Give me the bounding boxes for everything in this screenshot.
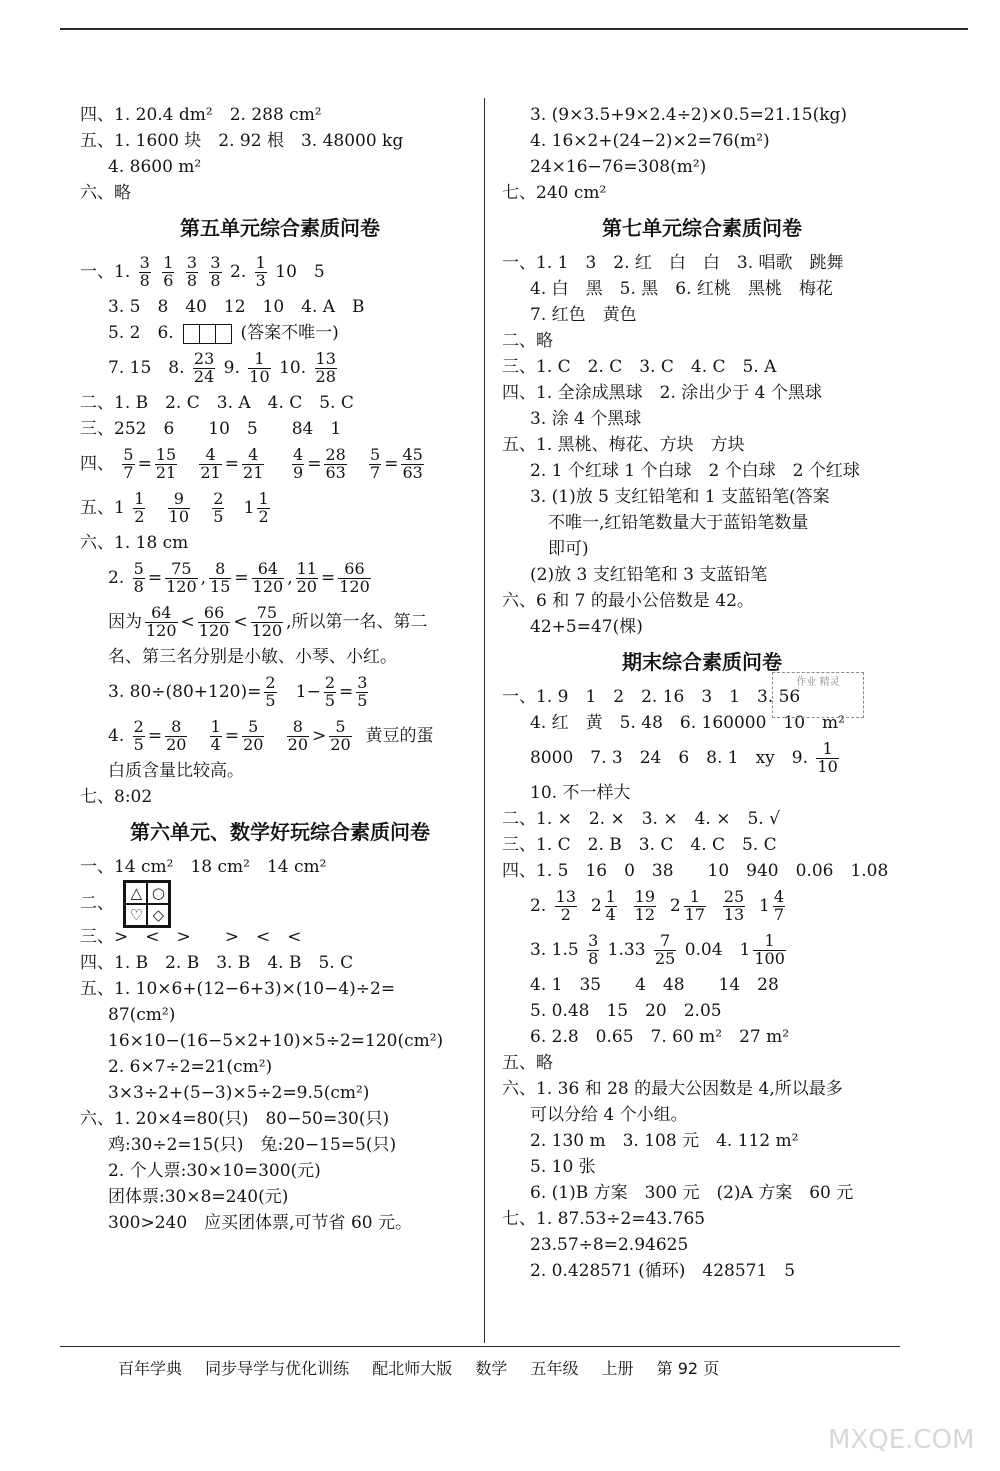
- diamond-icon: ◇: [147, 904, 169, 926]
- fraction: $\frac{1}{2}$: [258, 489, 269, 526]
- answer-line: 一、1. 1 3 2. 红 白 白 3. 唱歌 跳舞: [502, 253, 844, 273]
- answer-line: 5. 2 6. (答案不唯一): [80, 320, 480, 346]
- answer-line: 2. $\frac{5}{8}$ = $\frac{75}{120}$ , $\frac{8}{15}$ = $\frac{64}{120}$ , $\frac{11}{20}$ = $\frac{66}{120}$: [108, 559, 370, 596]
- answer-line: 2. 130 m 3. 108 元 4. 112 m²: [530, 1131, 799, 1151]
- answer-line: 三、1. C 2. B 3. C 4. C 5. C: [502, 835, 777, 855]
- answer-line: 7. 15 8. $\frac{23}{24}$ 9. $\frac{1}{10}$ 10. $\frac{13}{28}$: [108, 349, 336, 386]
- fraction: $\frac{1}{10}$: [817, 739, 838, 776]
- circle-icon: ○: [147, 882, 169, 904]
- fraction: $\frac{4}{21}$: [200, 445, 221, 482]
- fraction: $\frac{3}{8}$: [139, 253, 150, 290]
- left-column: [80, 102, 480, 1236]
- fraction: $\frac{1}{10}$: [249, 349, 270, 386]
- fraction: $\frac{9}{10}$: [168, 489, 189, 526]
- fraction: $\frac{28}{63}$: [325, 445, 346, 482]
- footer-grade: 五年级: [530, 1359, 579, 1378]
- answer-line: 2. 个人票:30×10=300(元): [108, 1161, 321, 1181]
- fraction: $\frac{5}{20}$: [243, 717, 264, 754]
- answer-line: 2. 1 个红球 1 个白球 2 个白球 2 个红球: [530, 461, 860, 481]
- answer-line: 三、> < > > < <: [80, 927, 302, 947]
- answer-line: 42+5=47(棵): [530, 617, 643, 637]
- answer-line: 六、6 和 7 的最小公倍数是 42。: [502, 591, 754, 611]
- answer-line: 3. 5 8 40 12 10 4. A B: [108, 297, 365, 317]
- answer-line: 4. $\frac{2}{5}$ = $\frac{8}{20}$ $\frac{1}{4}$ = $\frac{5}{20}$ $\frac{8}{20}$ > $\frac{5}{20}$ 黄豆的蛋: [108, 717, 434, 754]
- fraction: $\frac{2}{5}$: [324, 673, 335, 710]
- answer-line: 五、1 $\frac{1}{2}$ $\frac{9}{10}$ $\frac{2}{5}$ 1 $\frac{1}{2}$: [80, 489, 269, 526]
- fraction: $\frac{1}{4}$: [605, 887, 616, 924]
- fraction: $\frac{8}{20}$: [166, 717, 187, 754]
- fraction: $\frac{1}{6}$: [163, 253, 174, 290]
- answer-line: 6. 2.8 0.65 7. 60 m² 27 m²: [530, 1027, 790, 1047]
- answer-line: 名、第三名分别是小敏、小琴、小红。: [108, 647, 397, 667]
- answer-line: 七、1. 87.53÷2=43.765: [502, 1209, 706, 1229]
- answer-line: 四、 $\frac{5}{7}$ = $\frac{15}{21}$ $\frac{4}{21}$ = $\frac{4}{21}$ $\frac{4}{9}$ = $\frac{28}{63}$ $\frac{5}{7}$ = $\frac{45}{63}$: [80, 445, 423, 482]
- answer-line: 二、略: [502, 331, 553, 351]
- fraction: $\frac{3}{5}$: [357, 673, 368, 710]
- fraction: $\frac{11}{20}$: [296, 559, 317, 596]
- answer-line: 一、1. 9 1 2 2. 16 3 1 3. 56: [502, 687, 801, 707]
- fraction: $\frac{7}{25}$: [654, 931, 676, 968]
- heart-icon: ♡: [125, 904, 147, 926]
- answer-line: 二、1. × 2. × 3. × 4. × 5. √: [502, 809, 780, 829]
- answer-line: 四、1. B 2. B 3. B 4. B 5. C: [80, 953, 354, 973]
- answer-line: 一、1. $\frac{3}{8}$ $\frac{1}{6}$ $\frac{3}{8}$ $\frac{3}{8}$ 2. $\frac{1}{3}$ 10 5: [80, 253, 325, 290]
- bottom-rule: [60, 1346, 900, 1347]
- answer-line: 可以分给 4 个小组。: [530, 1105, 688, 1125]
- answer-line: 5. 0.48 15 20 2.05: [530, 1001, 722, 1021]
- answer-line: 四、1. 5 16 0 38 10 940 0.06 1.08: [502, 861, 889, 881]
- answer-line: 87(cm²): [108, 1005, 176, 1025]
- answer-line: 六、1. 18 cm: [80, 533, 189, 553]
- fraction: $\frac{5}{20}$: [330, 717, 351, 754]
- column-divider: [484, 98, 485, 1343]
- answer-line: 3. 1.5 $\frac{3}{8}$ 1.33 $\frac{7}{25}$ 0.04 1 $\frac{1}{100}$: [530, 931, 785, 968]
- answer-line: 4. 红 黄 5. 48 6. 160000 10 m²: [530, 713, 845, 733]
- answer-line: 8000 7. 3 24 6 8. 1 xy 9. $\frac{1}{10}$: [530, 739, 838, 776]
- fraction: $\frac{8}{20}$: [287, 717, 309, 754]
- answer-line: 3. 80÷(80+120)= $\frac{2}{5}$ 1− $\frac{2}{5}$ = $\frac{3}{5}$: [108, 673, 368, 710]
- answer-line: 3. (9×3.5+9×2.4÷2)×0.5=21.15(kg): [530, 105, 848, 125]
- answer-line: 即可): [548, 539, 589, 559]
- answer-line: 4. 1 35 4 48 14 28: [530, 975, 779, 995]
- fraction: $\frac{45}{63}$: [402, 445, 423, 482]
- section-title-final: 期末综合素质问卷: [622, 650, 782, 674]
- fraction: $\frac{1}{2}$: [134, 489, 145, 526]
- fraction: $\frac{75}{120}$: [166, 559, 197, 596]
- fraction: $\frac{2}{5}$: [213, 489, 224, 526]
- fraction: $\frac{15}{21}$: [155, 445, 177, 482]
- fraction: $\frac{4}{7}$: [773, 887, 784, 924]
- fraction: $\frac{1}{100}$: [754, 931, 785, 968]
- answer-line: 2. 0.428571 (循环) 428571 5: [530, 1261, 796, 1281]
- answer-line: 3×3÷2+(5−3)×5÷2=9.5(cm²): [108, 1083, 370, 1103]
- footer-subject: 数学: [475, 1359, 508, 1378]
- answer-line: 六、略: [80, 183, 131, 203]
- answer-line: 四、1. 全涂成黑球 2. 涂出少于 4 个黑球: [502, 383, 822, 403]
- answer-line: 因为 $\frac{64}{120}$ < $\frac{66}{120}$ < $\frac{75}{120}$ ,所以第一名、第二: [108, 603, 428, 640]
- fraction: $\frac{13}{28}$: [315, 349, 336, 386]
- answer-line: 白质含量比较高。: [108, 761, 244, 781]
- answer-line: 四、1. 20.4 dm² 2. 288 cm²: [80, 105, 322, 125]
- footer-edition: 配北师大版: [372, 1359, 453, 1378]
- page-number: 第 92 页: [656, 1359, 720, 1378]
- fraction: $\frac{66}{120}$: [339, 559, 370, 596]
- fraction: $\frac{2}{5}$: [133, 717, 144, 754]
- answer-line: 六、1. 20×4=80(只) 80−50=30(只): [80, 1109, 390, 1129]
- footer-volume: 上册: [601, 1359, 634, 1378]
- answer-line: 三、252 6 10 5 84 1: [80, 419, 342, 439]
- fraction: $\frac{4}{9}$: [293, 445, 304, 482]
- answer-line: 五、1. 1600 块 2. 92 根 3. 48000 kg: [80, 131, 404, 151]
- answer-line: 6. (1)B 方案 300 元 (2)A 方案 60 元: [530, 1183, 854, 1203]
- stamp-logo: 作业 精灵: [772, 672, 864, 718]
- answer-line: 7. 红色 黄色: [530, 305, 637, 325]
- answer-line: 3. 涂 4 个黑球: [530, 409, 642, 429]
- answer-line: 300>240 应买团体票,可节省 60 元。: [108, 1213, 412, 1233]
- answer-line: 3. (1)放 5 支红铅笔和 1 支蓝铅笔(答案: [530, 487, 830, 507]
- footer-series: 同步导学与优化训练: [205, 1359, 350, 1378]
- fraction: $\frac{66}{120}$: [198, 603, 230, 640]
- fraction: $\frac{4}{21}$: [243, 445, 264, 482]
- shape-grid-figure: [123, 880, 171, 928]
- fraction: $\frac{1}{17}$: [684, 887, 705, 924]
- fraction: $\frac{5}{7}$: [123, 445, 134, 482]
- answer-line: 五、略: [502, 1053, 553, 1073]
- answer-line: 七、240 cm²: [502, 183, 607, 203]
- fraction: $\frac{5}{8}$: [133, 559, 144, 596]
- answer-line: 23.57÷8=2.94625: [530, 1235, 689, 1255]
- answer-line: 10. 不一样大: [530, 783, 631, 803]
- answer-line: 二、1. B 2. C 3. A 4. C 5. C: [80, 393, 354, 413]
- fraction: $\frac{3}{8}$: [588, 931, 599, 968]
- answer-line: 5. 10 张: [530, 1157, 596, 1177]
- fraction: $\frac{13}{2}$: [555, 887, 576, 924]
- watermark: MXQE.COM: [828, 1425, 975, 1455]
- answer-line: 二、 △ ○ ♡ ◇: [80, 880, 480, 924]
- answer-line: 团体票:30×8=240(元): [108, 1187, 289, 1207]
- fraction: $\frac{1}{3}$: [255, 253, 266, 290]
- answer-line: 五、1. 10×6+(12−6+3)×(10−4)÷2=: [80, 979, 396, 999]
- answer-line: 2. $\frac{13}{2}$ 2 $\frac{1}{4}$ $\frac{19}{12}$ 2 $\frac{1}{17}$ $\frac{25}{13}$ 1 $\frac{4}{7}$: [530, 887, 784, 924]
- answer-line: 4. 8600 m²: [108, 157, 202, 177]
- answer-line: 4. 16×2+(24−2)×2=76(m²): [530, 131, 770, 151]
- answer-line: 七、8:02: [80, 787, 153, 807]
- fraction: $\frac{3}{8}$: [210, 253, 221, 290]
- answer-line: 2. 6×7÷2=21(cm²): [108, 1057, 273, 1077]
- answer-line: 24×16−76=308(m²): [530, 157, 707, 177]
- triangle-icon: △: [125, 882, 147, 904]
- fraction: $\frac{2}{5}$: [265, 673, 276, 710]
- fraction: $\frac{25}{13}$: [723, 887, 745, 924]
- top-rule: [60, 28, 968, 30]
- answer-line: 鸡:30÷2=15(只) 兔:20−15=5(只): [108, 1135, 397, 1155]
- fraction: $\frac{75}{120}$: [251, 603, 283, 640]
- fraction: $\frac{8}{15}$: [210, 559, 231, 596]
- answer-line: 一、14 cm² 18 cm² 14 cm²: [80, 857, 327, 877]
- page-footer: [118, 1356, 978, 1379]
- answer-line: 不唯一,红铅笔数量大于蓝铅笔数量: [548, 513, 809, 533]
- fraction: $\frac{3}{8}$: [186, 253, 198, 290]
- fraction: $\frac{64}{120}$: [252, 559, 284, 596]
- answer-line: 16×10−(16−5×2+10)×5÷2=120(cm²): [108, 1031, 444, 1051]
- answer-line: 三、1. C 2. C 3. C 4. C 5. A: [502, 357, 777, 377]
- answer-line: 五、1. 黑桃、梅花、方块 方块: [502, 435, 745, 455]
- fraction: $\frac{5}{7}$: [370, 445, 381, 482]
- section-title-unit7: 第七单元综合素质问卷: [602, 216, 802, 240]
- fraction: $\frac{19}{12}$: [634, 887, 655, 924]
- section-title-unit6: 第六单元、数学好玩综合素质问卷: [130, 820, 430, 844]
- footer-brand: 百年学典: [118, 1359, 183, 1378]
- fraction: $\frac{64}{120}$: [146, 603, 177, 640]
- three-boxes-figure: [183, 321, 231, 347]
- answer-line: 六、1. 36 和 28 的最大公因数是 4,所以最多: [502, 1079, 843, 1099]
- fraction: $\frac{23}{24}$: [193, 349, 215, 386]
- answer-line: 4. 白 黑 5. 黑 6. 红桃 黑桃 梅花: [530, 279, 833, 299]
- answer-line: (2)放 3 支红铅笔和 3 支蓝铅笔: [530, 565, 768, 585]
- fraction: $\frac{1}{4}$: [210, 717, 221, 754]
- section-title-unit5: 第五单元综合素质问卷: [180, 216, 380, 240]
